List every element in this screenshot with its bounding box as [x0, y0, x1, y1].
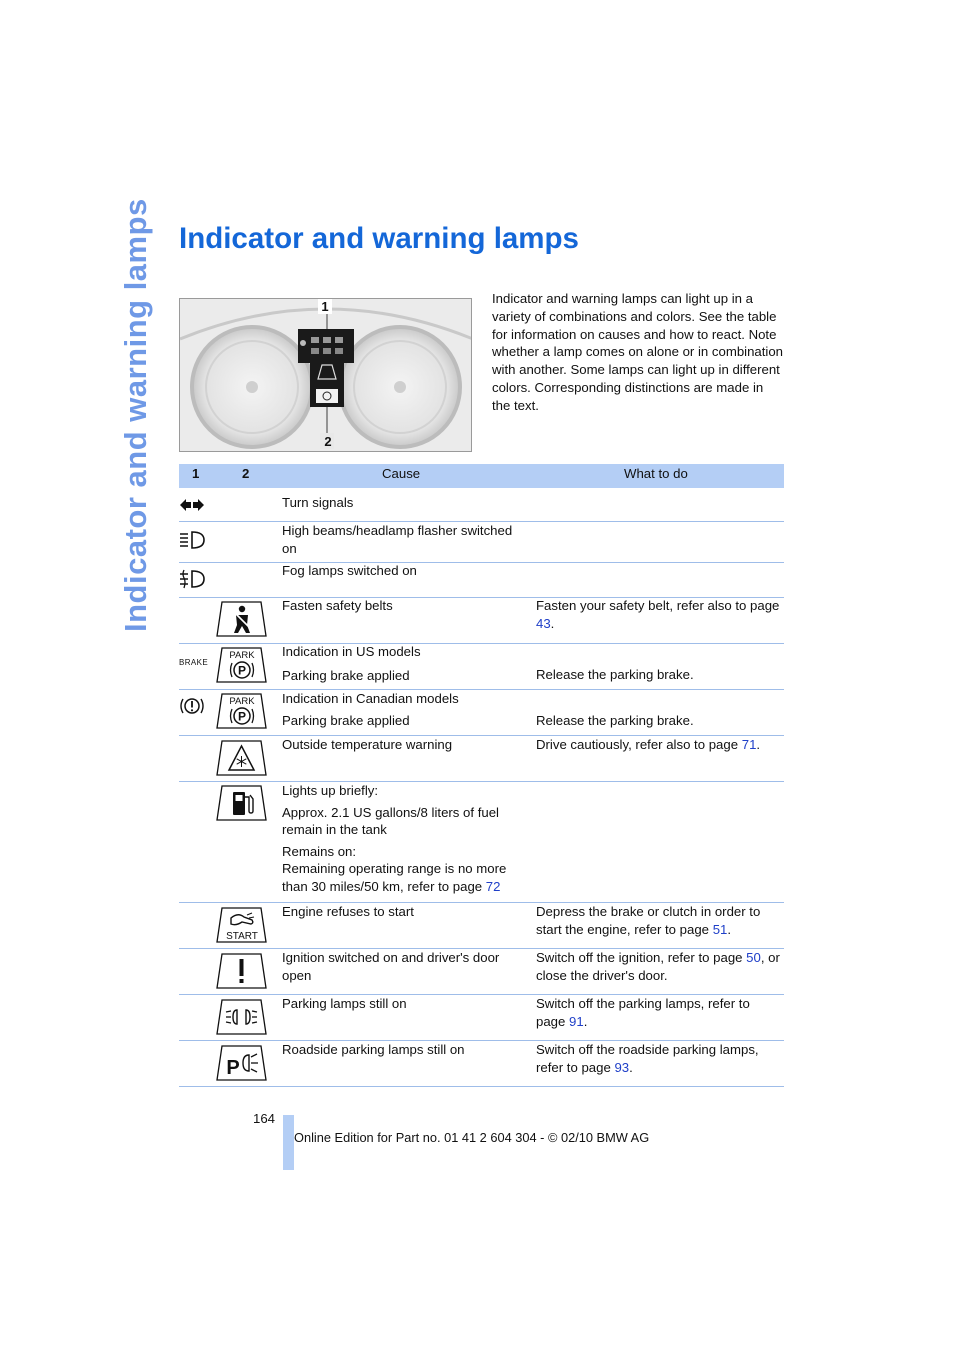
table-row	[179, 563, 784, 598]
action-text: Depress the brake or clutch in order to start the engine, refer to page 51.	[536, 904, 761, 937]
table-row	[179, 690, 784, 736]
outside-temperature-icon	[216, 740, 267, 776]
action-text: Release the parking brake.	[536, 667, 694, 682]
page-link[interactable]: 51	[712, 921, 728, 937]
page-link[interactable]: 71	[741, 737, 757, 752]
indicator-table	[179, 464, 784, 1087]
table-row	[179, 488, 784, 522]
cause-text: Indication in US models Parking brake applied	[282, 644, 421, 683]
turn-signal-icon	[179, 496, 205, 514]
cause-text: Indication in Canadian models Parking brake applied	[282, 691, 459, 728]
brake-text-icon: BRAKE	[179, 658, 209, 667]
table-row	[179, 598, 784, 644]
side-section-title: Indicator and warning lamps	[118, 198, 153, 632]
table-header	[179, 464, 784, 488]
exclamation-icon	[216, 953, 267, 989]
fog-lamp-icon	[179, 569, 205, 589]
start-label: START	[226, 931, 258, 942]
instrument-cluster-image	[179, 298, 472, 452]
table-row	[179, 995, 784, 1041]
table-row	[179, 644, 784, 690]
brake-circle-icon	[179, 696, 205, 716]
table-row	[179, 736, 784, 782]
table-row	[179, 903, 784, 949]
cause-text: Engine refuses to start	[282, 904, 414, 919]
table-row	[179, 522, 784, 563]
start-engine-icon	[216, 907, 267, 943]
header-action: What to do	[624, 466, 688, 481]
cause-text: Outside temperature warning	[282, 737, 453, 752]
page-link[interactable]: 50	[746, 950, 761, 965]
page-number: 164	[253, 1111, 276, 1126]
page-link[interactable]: 93	[614, 1059, 630, 1075]
header-cause: Cause	[382, 466, 421, 481]
header-col1: 1	[192, 466, 200, 481]
cause-text: Lights up briefly: Approx. 2.1 US gallons/8 liters of fuel remain in the tank Remains on: Remaining operating range is no more than 30 miles/50 km, refer to page 72	[282, 783, 507, 894]
table-row	[179, 949, 784, 995]
page-title: Indicator and warning lamps	[179, 222, 579, 255]
cause-text: Fog lamps switched on	[282, 563, 417, 578]
park-label: PARK	[229, 650, 255, 661]
footer-accent-bar	[283, 1115, 294, 1170]
table-row	[179, 782, 784, 903]
fuel-icon	[216, 785, 267, 821]
intro-paragraph: Indicator and warning lamps can light up in a variety of combinations and colors. See the table for information on causes and how to react. Note whether a lamp comes on alone or in combination with another. Some lamps can light up in different colors. Corresponding distinctions are made in the text.	[492, 291, 784, 413]
cause-text: Turn signals	[282, 495, 354, 510]
svg-text:P: P	[226, 1057, 240, 1079]
cause-text: Roadside parking lamps still on	[282, 1042, 465, 1057]
action-text: Fasten your safety belt, refer also to page 43.	[536, 598, 780, 631]
cause-text: High beams/headlamp flasher switched on	[282, 523, 513, 556]
header-col2: 2	[242, 466, 250, 481]
park-brake-icon	[216, 693, 267, 729]
svg-text:P: P	[237, 663, 247, 678]
callout-2: 2	[324, 434, 332, 449]
action-text: Switch off the ignition, refer to page 50, or close the driver's door.	[536, 950, 780, 983]
page-link[interactable]: 72	[485, 878, 501, 894]
cause-text: Fasten safety belts	[282, 598, 393, 613]
callout-1: 1	[321, 299, 329, 314]
table-row	[179, 1041, 784, 1087]
svg-text:P: P	[237, 709, 247, 724]
seatbelt-icon	[216, 601, 267, 637]
action-text: Switch off the parking lamps, refer to page 91.	[536, 996, 750, 1029]
page-link[interactable]: 91	[569, 1013, 584, 1029]
action-text: Drive cautiously, refer also to page 71.	[536, 737, 761, 752]
high-beam-icon	[179, 530, 205, 550]
park-label: PARK	[229, 696, 255, 707]
action-text: Release the parking brake.	[536, 713, 694, 728]
park-brake-icon	[216, 647, 267, 683]
footer-text: Online Edition for Part no. 01 41 2 604 304 - © 02/10 BMW AG	[294, 1130, 650, 1145]
page-link[interactable]: 43	[536, 615, 551, 631]
action-text: Switch off the roadside parking lamps, refer to page 93.	[536, 1042, 759, 1075]
parking-lamps-icon	[216, 999, 267, 1035]
cause-text: Parking lamps still on	[282, 996, 407, 1011]
cause-text: Ignition switched on and driver's door open	[282, 950, 500, 983]
roadside-parking-lamp-icon	[216, 1045, 267, 1081]
